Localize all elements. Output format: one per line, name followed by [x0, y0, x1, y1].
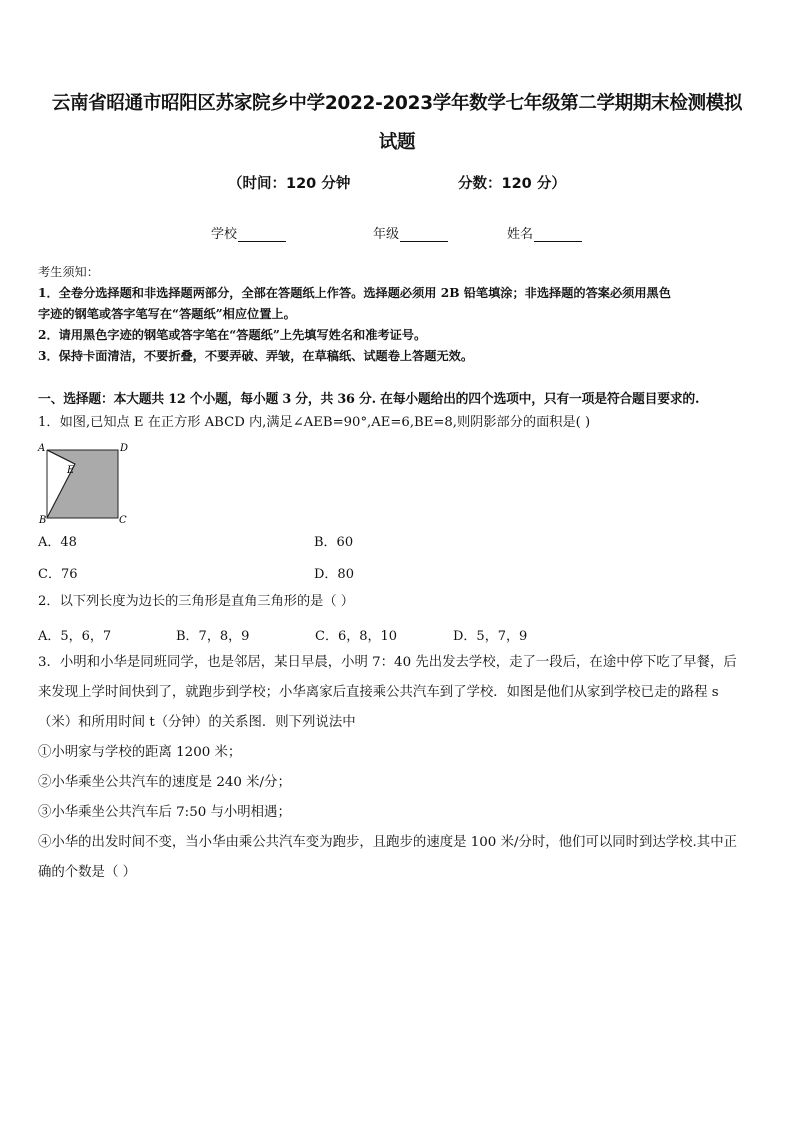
q2-option-a[interactable]: A．5，6，7 [38, 629, 112, 644]
q1-stem: 1．如图,已知点 E 在正方形 ABCD 内,满足∠AEB=90°,AE=6,BE=8,则阴影部分的面积是( ) [38, 415, 591, 430]
school-blank[interactable] [238, 229, 286, 242]
q3-statement4-line2: 确的个数是（ ） [38, 865, 136, 880]
notice-item1-line2: 字迹的钢笔或答字笔写在“答题纸”相应位置上。 [38, 307, 296, 321]
label-C: C [119, 515, 127, 526]
exam-time: （时间：120 分钟 [228, 176, 351, 192]
notice-item3: 3．保持卡面清洁，不要折叠，不要弄破、弄皱，在草稿纸、试题卷上答题无效。 [38, 349, 474, 363]
notice-head: 考生须知： [38, 265, 99, 279]
q3-statement2: ②小华乘坐公共汽车的速度是 240 米/分； [38, 775, 291, 790]
q3-statement1: ①小明家与学校的距离 1200 米； [38, 745, 242, 760]
school-label: 学校 [211, 227, 238, 242]
notice-block [38, 262, 760, 367]
name-label: 姓名 [507, 227, 534, 242]
name-field[interactable] [507, 223, 582, 242]
q3-statement3: ③小华乘坐公共汽车后 7:50 与小明相遇； [38, 805, 291, 820]
q1-square-figure [36, 438, 136, 526]
exam-score: 分数：120 分） [458, 176, 566, 192]
notice-item1-line1: 1．全卷分选择题和非选择题两部分，全部在答题纸上作答。选择题必须用 2B 铅笔填涂；非选择题的答案必须用黑色 [38, 286, 671, 300]
grade-field[interactable] [373, 223, 448, 242]
exam-title-line1: 云南省昭通市昭阳区苏家院乡中学2022-2023学年数学七年级第二学期期末检测模拟 [51, 93, 743, 114]
exam-title-line2: 试题 [378, 132, 416, 153]
name-blank[interactable] [534, 229, 582, 242]
q3-line3: （米）和所用时间 t（分钟）的关系图．则下列说法中 [38, 715, 356, 730]
notice-item2: 2．请用黑色字迹的钢笔或答字笔在“答题纸”上先填写姓名和准考证号。 [38, 328, 427, 342]
q1-option-d[interactable]: D．80 [314, 567, 354, 582]
label-A: A [38, 443, 46, 454]
q3-statement4-line1: ④小华的出发时间不变，当小华由乘公共汽车变为跑步，且跑步的速度是 100 米/分时，他们可以同时到达学校.其中正 [38, 835, 737, 850]
school-field[interactable] [211, 223, 286, 242]
q3-line2: 来发现上学时间快到了，就跑步到学校；小华离家后直接乘公共汽车到了学校．如图是他们从家到学校已走的路程 s [38, 685, 719, 700]
q2-stem: 2．以下列长度为边长的三角形是直角三角形的是（ ） [38, 594, 354, 609]
label-E: E [67, 465, 75, 476]
label-B: B [39, 515, 47, 526]
q2-option-b[interactable]: B．7，8，9 [176, 629, 250, 644]
section1-heading: 一、选择题：本大题共 12 个小题，每小题 3 分，共 36 分. 在每小题给出的四个选项中，只有一项是符合题目要求的. [38, 392, 700, 407]
q2-option-d[interactable]: D．5，7，9 [453, 629, 528, 644]
label-D: D [120, 443, 129, 454]
q2-option-c[interactable]: C．6，8，10 [315, 629, 398, 644]
q1-option-b[interactable]: B．60 [314, 535, 354, 550]
q1-option-a[interactable]: A．48 [38, 535, 77, 550]
grade-blank[interactable] [400, 229, 448, 242]
grade-label: 年级 [373, 227, 400, 242]
q3-block [38, 648, 760, 888]
q3-line1: 3．小明和小华是同班同学，也是邻居，某日早晨，小明 7：40 先出发去学校，走了一段后，在途中停下吃了早餐，后 [38, 655, 737, 670]
q1-option-c[interactable]: C．76 [38, 567, 78, 582]
